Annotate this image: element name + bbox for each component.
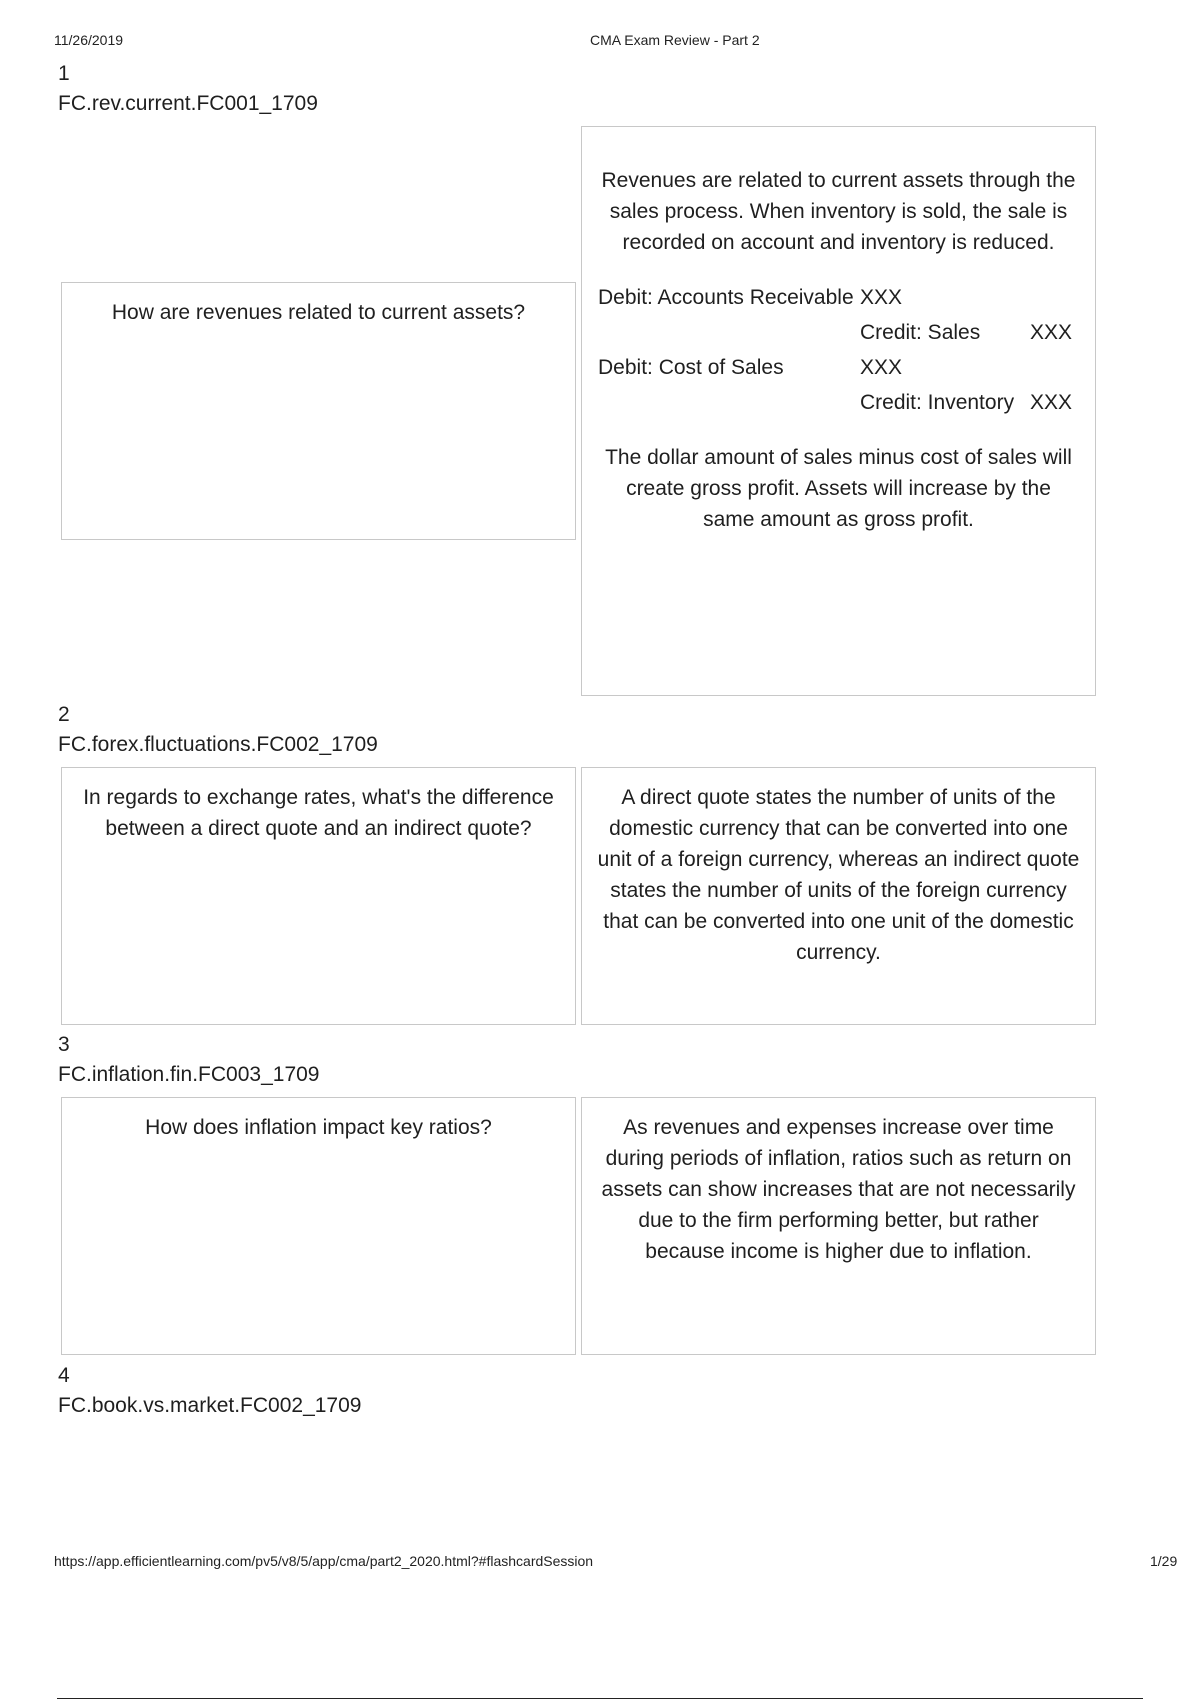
- card-number: 3: [58, 1033, 70, 1056]
- journal-cell: Debit: Accounts Receivable: [598, 286, 854, 309]
- journal-cell: [1030, 280, 1079, 315]
- answer-text: The dollar amount of sales minus cost of sales will create gross profit. Assets will increase by the same amount as gross profit.: [605, 446, 1072, 531]
- journal-row: [598, 280, 1079, 315]
- card-code: FC.forex.fluctuations.FC002_1709: [58, 733, 378, 756]
- card-number: 4: [58, 1364, 70, 1387]
- answer-text: A direct quote states the number of units of the domestic currency that can be converted into one unit of a foreign currency, whereas an indirect quote states the number of units of the foreign currency that can be converted into one unit of the domestic currency.: [597, 786, 1080, 964]
- journal-cell: Debit: Cost of Sales: [598, 356, 784, 379]
- journal-cell: XXX: [1030, 391, 1073, 414]
- question-text: How are revenues related to current assets?: [111, 301, 526, 324]
- question-box: [61, 282, 576, 540]
- page-number: 1/29: [1150, 1553, 1178, 1569]
- card-number: 1: [58, 62, 70, 85]
- question-text: How does inflation impact key ratios?: [145, 1116, 492, 1139]
- answer-box: [581, 767, 1096, 1025]
- journal-row: [598, 385, 1079, 420]
- print-title: CMA Exam Review - Part 2: [590, 32, 760, 48]
- print-date: 11/26/2019: [54, 32, 124, 48]
- card-code: FC.rev.current.FC001_1709: [58, 92, 318, 115]
- question-box: [61, 767, 576, 1025]
- journal-entry-table: [598, 280, 1079, 420]
- journal-row: [598, 350, 1079, 385]
- answer-box: [581, 126, 1096, 696]
- print-url: https://app.efficientlearning.com/pv5/v8/5/app/cma/part2_2020.html?#flashcardSession: [54, 1553, 594, 1569]
- journal-cell: Credit: Sales: [860, 321, 981, 344]
- card-code: FC.book.vs.market.FC002_1709: [58, 1394, 362, 1417]
- question-box: [61, 1097, 576, 1355]
- journal-cell: [598, 385, 860, 420]
- card-code: FC.inflation.fin.FC003_1709: [58, 1063, 320, 1086]
- journal-cell: Credit: Inventory: [860, 391, 1015, 414]
- journal-cell: [598, 315, 860, 350]
- answer-text: Revenues are related to current assets through the sales process. When inventory is sold, the sale is recorded on account and inventory is reduced.: [601, 169, 1076, 254]
- divider: [57, 1698, 1143, 1699]
- journal-cell: [1030, 350, 1079, 385]
- journal-cell: XXX: [1030, 321, 1073, 344]
- answer-text: As revenues and expenses increase over time during periods of inflation, ratios such as return on assets can show increases that are not necessarily due to the firm performing better, but rather because income is higher due to inflation.: [601, 1116, 1076, 1263]
- card-number: 2: [58, 703, 70, 726]
- answer-box: [581, 1097, 1096, 1355]
- journal-cell: XXX: [860, 286, 903, 309]
- question-text: In regards to exchange rates, what's the difference between a direct quote and an indirect quote?: [83, 786, 554, 840]
- journal-cell: XXX: [860, 356, 903, 379]
- journal-row: [598, 315, 1079, 350]
